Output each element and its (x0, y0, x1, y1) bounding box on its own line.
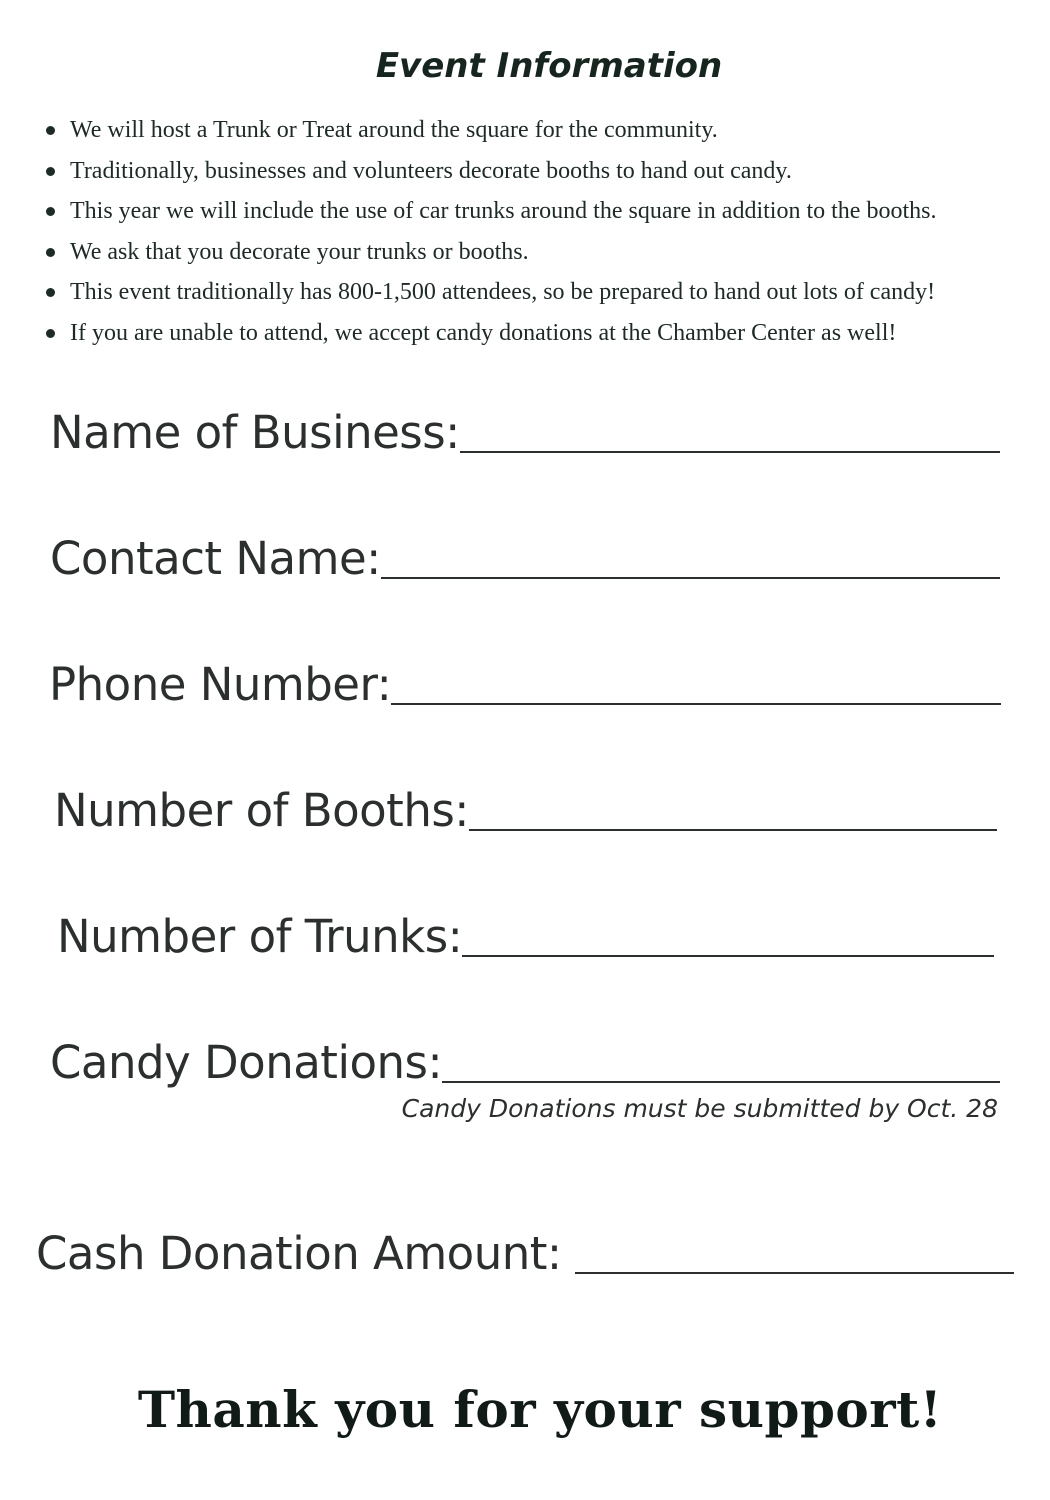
bullet-icon (46, 248, 55, 257)
bullet-icon (46, 329, 55, 338)
cash-donation-input-line[interactable] (575, 1262, 1014, 1274)
list-item (44, 232, 1044, 273)
phone-number-label: Phone Number: (49, 658, 392, 711)
event-information-title: Event Information (375, 46, 723, 86)
number-of-booths-label: Number of Booths: (54, 784, 469, 837)
number-of-booths-input-line[interactable] (469, 819, 997, 831)
business-name-field (50, 406, 1000, 459)
phone-number-field (49, 658, 1001, 711)
candy-donations-field (50, 1036, 1000, 1089)
bullet-icon (46, 207, 55, 216)
bullet-icon (46, 167, 55, 176)
contact-name-field (50, 532, 1000, 585)
candy-donations-label: Candy Donations: (50, 1036, 443, 1089)
business-name-label: Name of Business: (50, 406, 460, 459)
list-item-text: This event traditionally has 800-1,500 attendees, so be prepared to hand out lots of candy! (70, 279, 936, 306)
list-item (44, 313, 1044, 354)
candy-donations-input-line[interactable] (442, 1071, 1000, 1083)
list-item-text: We will host a Trunk or Treat around the square for the community. (70, 117, 718, 143)
event-info-list (44, 110, 1044, 354)
thank-you-message: Thank you for your support! (137, 1380, 943, 1439)
list-item-text: Traditionally, businesses and volunteers decorate booths to hand out candy. (70, 157, 792, 184)
list-item-text: We ask that you decorate your trunks or booths. (70, 238, 529, 265)
list-item (44, 110, 1044, 151)
list-item (44, 191, 1044, 232)
list-item (44, 151, 1044, 192)
cash-donation-field (36, 1227, 1014, 1280)
contact-name-input-line[interactable] (381, 567, 1000, 579)
contact-name-label: Contact Name: (50, 532, 381, 585)
number-of-trunks-label: Number of Trunks: (57, 910, 463, 963)
business-name-input-line[interactable] (460, 441, 1000, 453)
list-item (44, 272, 1044, 313)
number-of-trunks-input-line[interactable] (462, 945, 994, 957)
number-of-trunks-field (57, 910, 994, 963)
bullet-icon (46, 288, 55, 297)
phone-number-input-line[interactable] (391, 693, 1001, 705)
list-item-text: If you are unable to attend, we accept candy donations at the Chamber Center as well! (70, 319, 897, 346)
number-of-booths-field (54, 784, 997, 837)
cash-donation-label: Cash Donation Amount: (36, 1227, 576, 1280)
candy-donations-deadline-note: Candy Donations must be submitted by Oct. 28 (401, 1094, 998, 1123)
list-item-text: This year we will include the use of car trunks around the square in addition to the booths. (70, 198, 937, 225)
bullet-icon (46, 126, 55, 135)
